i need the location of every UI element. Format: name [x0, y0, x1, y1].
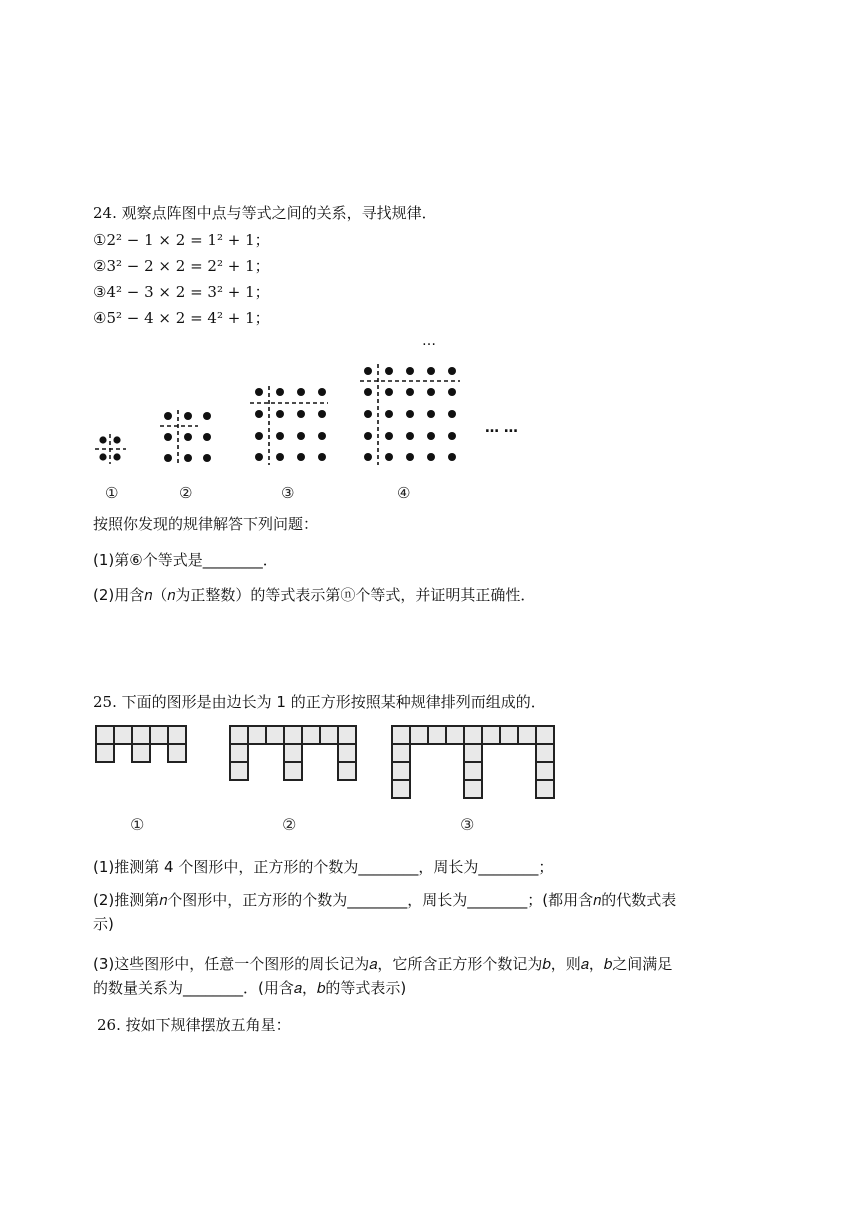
equation-marker: ① — [93, 231, 107, 249]
q25-sub-question-3-line-1: (3)这些图形中，任意一个图形的周长记为𝑎，它所含正方形个数记为𝑏，则𝑎，𝑏之间满足 — [93, 955, 673, 973]
ellipsis-side: … … — [485, 420, 518, 436]
equation-text: 5² − 4 × 2 = 4² + 1； — [106, 309, 270, 327]
q25-title: 下面的图形是由边长为 1 的正方形按照某种规律排列而组成的． — [121, 693, 546, 711]
equation-marker: ③ — [93, 283, 107, 301]
q24-title: 观察点阵图中点与等式之间的关系，寻找规律． — [121, 204, 437, 222]
q24-sub-question-1: (1)第⑥个等式是________． — [93, 551, 278, 569]
q26-heading — [97, 1015, 291, 1035]
square-pattern-figure — [90, 718, 560, 838]
equation-marker: ② — [93, 257, 107, 275]
q25-number: 25. — [93, 693, 117, 711]
square-label-2: ② — [282, 815, 297, 834]
q25-heading — [93, 692, 546, 712]
square-label-3: ③ — [460, 815, 475, 834]
q24-equation-3 — [93, 282, 270, 302]
lattice-label-2: ② — [179, 484, 193, 502]
q24-equation-1 — [93, 230, 270, 250]
q24-heading — [93, 203, 437, 223]
equation-marker: ④ — [93, 309, 107, 327]
lattice-label-4: ④ — [397, 484, 411, 502]
lattice-2 — [160, 410, 211, 465]
q26-number: 26. — [97, 1016, 121, 1034]
square-figure-2 — [230, 726, 356, 780]
square-label-1: ① — [130, 815, 145, 834]
q25-sub-question-2-line-2: 示) — [93, 915, 114, 933]
q25-sub-question-2-line-1: (2)推测第𝑛个图形中，正方形的个数为________，周长为________；(都用含𝑛的代数式表 — [93, 891, 677, 909]
equation-text: 4² − 3 × 2 = 3² + 1； — [106, 283, 270, 301]
q24-sub-question-2: (2)用含𝑛（𝑛为正整数）的等式表示第ⓝ个等式，并证明其正确性． — [93, 586, 536, 604]
ellipsis-top: … — [422, 333, 436, 349]
square-figure-3 — [392, 726, 554, 798]
q25-sub-question-3-line-2: 的数量关系为________．(用含𝑎，𝑏的等式表示) — [93, 979, 407, 997]
equation-text: 3² − 2 × 2 = 2² + 1； — [106, 257, 270, 275]
square-figure-1 — [96, 726, 186, 762]
q24-equation-4 — [93, 308, 270, 328]
lattice-4 — [360, 364, 460, 465]
lattice-label-1: ① — [105, 484, 119, 502]
lattice-3 — [250, 386, 328, 465]
lattice-1 — [95, 434, 126, 464]
q24-number: 24. — [93, 204, 117, 222]
q24-instruction: 按照你发现的规律解答下列问题： — [93, 515, 319, 533]
dot-lattice-figure — [80, 330, 540, 510]
q26-title: 按如下规律摆放五角星： — [125, 1016, 291, 1034]
q24-equation-2 — [93, 256, 270, 276]
equation-text: 2² − 1 × 2 = 1² + 1； — [106, 231, 270, 249]
q25-sub-question-1: (1)推测第 4 个图形中，正方形的个数为________，周长为________； — [93, 858, 554, 876]
lattice-label-3: ③ — [281, 484, 295, 502]
